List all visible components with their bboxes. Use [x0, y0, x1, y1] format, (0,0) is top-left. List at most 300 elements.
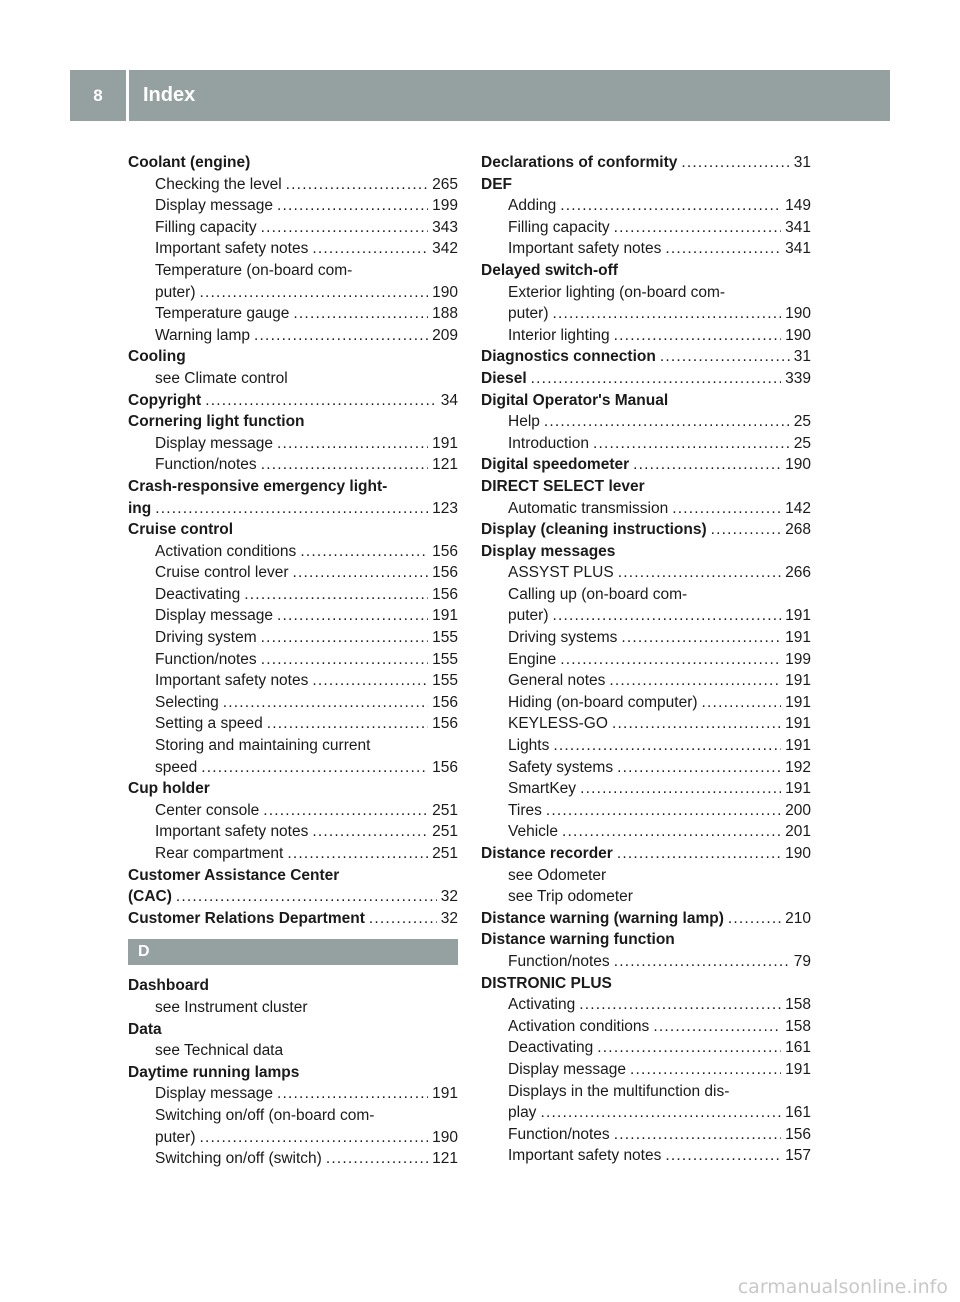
entry-text: Diagnostics connection: [481, 348, 656, 366]
dot-leader: [200, 282, 429, 304]
entry-text: Filling capacity: [508, 218, 610, 236]
entry-text: Display message: [155, 607, 274, 625]
page-reference: 79: [793, 952, 811, 970]
index-entry: [481, 174, 811, 196]
page-reference: 265: [432, 175, 458, 193]
page-reference: 155: [432, 672, 458, 690]
index-subentry: [481, 1037, 811, 1059]
dot-leader: [287, 843, 428, 865]
index-subentry: [128, 1040, 458, 1062]
dot-leader: [653, 1016, 781, 1038]
dot-leader: [562, 821, 781, 843]
index-subentry: [128, 843, 458, 865]
dot-leader: [293, 562, 429, 584]
index-subentry: [481, 1145, 811, 1167]
index-entry: [481, 519, 811, 541]
entry-text: Filling capacity: [155, 218, 257, 236]
entry-text: Warning lamp: [155, 326, 251, 344]
entry-text: Important safety notes: [155, 672, 309, 690]
index-subentry: [128, 562, 458, 584]
entry-text: Deactivating: [155, 585, 241, 603]
entry-text: see Climate control: [155, 369, 288, 387]
index-subentry: [128, 584, 458, 606]
index-subentry: [128, 433, 458, 455]
page-reference: 25: [793, 434, 811, 452]
index-subentry: [128, 735, 458, 757]
entry-text: Function/notes: [155, 650, 257, 668]
entry-text: Lights: [508, 737, 550, 755]
index-subentry: [481, 692, 811, 714]
entry-text: Cooling: [128, 348, 186, 366]
page-reference: 155: [432, 650, 458, 668]
entry-text: Switching on/off (switch): [155, 1150, 322, 1168]
index-subentry: [481, 821, 811, 843]
dot-leader: [544, 411, 790, 433]
dot-leader: [617, 843, 781, 865]
entry-text: play: [508, 1104, 537, 1122]
dot-leader: [614, 951, 790, 973]
entry-text: Engine: [508, 650, 557, 668]
index-entry: [481, 152, 811, 174]
entry-text: Temperature gauge: [155, 305, 290, 323]
entry-text: Display (cleaning instructions): [481, 521, 707, 539]
entry-text: Tires: [508, 801, 542, 819]
index-subentry: [481, 778, 811, 800]
entry-text: Display message: [508, 1060, 627, 1078]
index-subentry: [128, 174, 458, 196]
index-subentry: [481, 670, 811, 692]
index-subentry: [481, 303, 811, 325]
entry-text: Customer Relations Department: [128, 909, 365, 927]
entry-text: DEF: [481, 175, 512, 193]
page-reference: 191: [432, 434, 458, 452]
page-reference: 341: [785, 218, 811, 236]
page-reference: 190: [432, 1128, 458, 1146]
entry-text: KEYLESS-GO: [508, 715, 608, 733]
page-title: Index: [143, 84, 196, 106]
dot-leader: [660, 346, 790, 368]
entry-text: (CAC): [128, 888, 172, 906]
entry-text: DISTRONIC PLUS: [481, 974, 612, 992]
index-subentry: [481, 562, 811, 584]
section-header-d: D: [128, 939, 458, 965]
page-number: 8: [93, 86, 103, 105]
index-subentry: [128, 541, 458, 563]
dot-leader: [553, 303, 782, 325]
entry-text: puter): [155, 1128, 196, 1146]
index-subentry: [128, 325, 458, 347]
page-reference: 190: [432, 283, 458, 301]
page-reference: 266: [785, 564, 811, 582]
entry-text: see Instrument cluster: [155, 998, 308, 1016]
dot-leader: [711, 519, 781, 541]
entry-text: Checking the level: [155, 175, 282, 193]
index-subentry: [481, 411, 811, 433]
dot-leader: [261, 454, 428, 476]
page-reference: 191: [785, 780, 811, 798]
page-reference: 190: [785, 326, 811, 344]
entry-text: Center console: [155, 801, 260, 819]
entry-text: Digital Operator's Manual: [481, 391, 669, 409]
entry-text: Important safety notes: [155, 823, 309, 841]
index-subentry: [481, 282, 811, 304]
entry-text: Distance warning (warning lamp): [481, 909, 724, 927]
index-subentry: [481, 735, 811, 757]
entry-text: Safety systems: [508, 758, 614, 776]
index-subentry: [128, 757, 458, 779]
page-reference: 156: [432, 693, 458, 711]
page-reference: 156: [432, 715, 458, 733]
dot-leader: [621, 627, 781, 649]
page-reference: 200: [785, 801, 811, 819]
index-list-c: [128, 152, 458, 929]
entry-text: Rear compartment: [155, 845, 284, 862]
dot-leader: [540, 1102, 781, 1124]
index-entry: [128, 390, 458, 412]
page-reference: 121: [432, 456, 458, 474]
index-entry: [481, 260, 811, 282]
entry-text: Display message: [155, 1085, 274, 1103]
page-reference: 31: [793, 154, 811, 171]
page-reference: 191: [785, 672, 811, 690]
page-reference: 156: [432, 542, 458, 560]
entry-text: Data: [128, 1020, 162, 1038]
index-entry: [128, 1062, 458, 1084]
index-entry: [128, 908, 458, 930]
page-reference: 25: [793, 413, 811, 431]
dot-leader: [293, 303, 428, 325]
page-reference: 251: [432, 845, 458, 862]
dot-leader: [612, 713, 781, 735]
entry-text: Delayed switch-off: [481, 261, 618, 279]
page-reference: 190: [785, 456, 811, 474]
dot-leader: [580, 778, 781, 800]
entry-text: speed: [155, 758, 198, 776]
index-list-d: [128, 975, 458, 1169]
index-subentry: [128, 627, 458, 649]
page-reference: 341: [785, 240, 811, 258]
dot-leader: [326, 1148, 428, 1170]
index-entry: [481, 368, 811, 390]
entry-text: Important safety notes: [508, 1147, 662, 1165]
page-reference: 201: [785, 823, 811, 841]
page-reference: 142: [785, 499, 811, 517]
index-subentry: [128, 454, 458, 476]
page-reference: 191: [785, 737, 811, 755]
index-subentry: [481, 238, 811, 260]
entry-text: Displays in the multifunction dis-: [508, 1082, 730, 1100]
page-reference: 32: [440, 909, 458, 927]
page-reference: 191: [432, 1085, 458, 1103]
index-subentry: [128, 195, 458, 217]
entry-text: Declarations of conformity: [481, 154, 678, 171]
entry-text: Adding: [508, 197, 557, 215]
entry-text: see Technical data: [155, 1042, 284, 1060]
index-entry: [481, 541, 811, 563]
index-subentry: [481, 865, 811, 887]
page-reference: 191: [785, 693, 811, 711]
page-reference: 191: [785, 629, 811, 647]
index-subentry: [128, 1148, 458, 1170]
index-subentry: [128, 368, 458, 390]
dot-leader: [617, 757, 781, 779]
dot-leader: [531, 368, 781, 390]
dot-leader: [614, 217, 781, 239]
dot-leader: [261, 217, 428, 239]
entry-text: puter): [508, 607, 549, 625]
entry-text: see Trip odometer: [508, 888, 633, 906]
page-reference: 339: [785, 369, 811, 387]
dot-leader: [155, 498, 428, 520]
index-subentry: [481, 605, 811, 627]
dot-leader: [579, 994, 781, 1016]
entry-text: Function/notes: [155, 456, 257, 474]
dot-leader: [277, 195, 428, 217]
page-reference: 190: [785, 305, 811, 323]
index-subentry: [481, 498, 811, 520]
entry-text: Customer Assistance Center: [128, 866, 340, 884]
page-reference: 188: [432, 305, 458, 323]
page-reference: 342: [432, 240, 458, 258]
dot-leader: [254, 325, 428, 347]
entry-text: Introduction: [508, 434, 589, 452]
page-reference: 191: [432, 607, 458, 625]
dot-leader: [267, 713, 428, 735]
entry-text: Daytime running lamps: [128, 1063, 300, 1081]
index-subentry: [481, 627, 811, 649]
index-entry: [128, 519, 458, 541]
entry-text: Automatic transmission: [508, 499, 669, 517]
entry-text: Activation conditions: [155, 542, 297, 560]
index-subentry: [481, 994, 811, 1016]
page-reference: 157: [785, 1147, 811, 1165]
page-reference: 123: [432, 499, 458, 517]
entry-text: Distance warning function: [481, 931, 675, 949]
entry-text: Crash-responsive emergency light-: [128, 477, 388, 495]
index-entry: [481, 973, 811, 995]
dot-leader: [205, 390, 437, 412]
entry-text: ing: [128, 499, 152, 517]
page-reference: 158: [785, 1017, 811, 1035]
index-subentry: [481, 1059, 811, 1081]
page-reference: 161: [785, 1039, 811, 1057]
entry-text: Digital speedometer: [481, 456, 630, 474]
index-column-right: [481, 152, 811, 1167]
entry-text: Activation conditions: [508, 1017, 650, 1035]
entry-text: Switching on/off (on-board com-: [155, 1106, 375, 1124]
index-column-left: [128, 152, 458, 1170]
entry-text: Interior lighting: [508, 326, 610, 344]
dot-leader: [200, 1127, 429, 1149]
entry-text: Storing and maintaining current: [155, 737, 371, 755]
page-reference: 268: [785, 521, 811, 539]
entry-text: Help: [508, 413, 540, 431]
page-reference: 158: [785, 996, 811, 1014]
entry-text: Important safety notes: [508, 240, 662, 258]
dot-leader: [263, 800, 428, 822]
index-entry: [128, 865, 458, 887]
entry-text: Cruise control lever: [155, 564, 289, 582]
dot-leader: [277, 605, 428, 627]
index-subentry: [128, 282, 458, 304]
index-subentry: [128, 821, 458, 843]
entry-text: Coolant (engine): [128, 154, 251, 171]
page-reference: 190: [785, 845, 811, 862]
entry-text: Calling up (on-board com-: [508, 585, 688, 603]
entry-text: Cornering light function: [128, 413, 305, 431]
index-entry: [481, 476, 811, 498]
entry-text: Display message: [155, 197, 274, 215]
entry-text: Vehicle: [508, 823, 558, 841]
index-list-d-continued: [481, 152, 811, 1167]
dot-leader: [609, 670, 781, 692]
page-reference: 199: [785, 650, 811, 668]
page-reference: 199: [432, 197, 458, 215]
page-reference: 156: [432, 758, 458, 776]
dot-leader: [560, 195, 781, 217]
index-entry: [128, 346, 458, 368]
dot-leader: [672, 498, 781, 520]
page-reference: 156: [432, 564, 458, 582]
dot-leader: [702, 692, 782, 714]
index-subentry: [128, 1083, 458, 1105]
dot-leader: [597, 1037, 781, 1059]
index-subentry: [128, 217, 458, 239]
entry-text: Driving systems: [508, 629, 618, 647]
index-entry: [128, 152, 458, 174]
entry-text: Function/notes: [508, 1125, 610, 1143]
page-reference: 156: [785, 1125, 811, 1143]
index-subentry: [128, 1127, 458, 1149]
watermark: carmanualsonline.info: [737, 1276, 948, 1298]
dot-leader: [728, 908, 781, 930]
page-reference: 121: [432, 1150, 458, 1168]
page-reference: 210: [785, 909, 811, 927]
entry-text: Driving system: [155, 629, 257, 647]
page-reference: 209: [432, 326, 458, 344]
index-subentry: [481, 800, 811, 822]
entry-text: DIRECT SELECT lever: [481, 477, 645, 495]
index-subentry: [481, 433, 811, 455]
page-reference: 191: [785, 607, 811, 625]
page-reference: 155: [432, 629, 458, 647]
page-reference: 192: [785, 758, 811, 776]
index-entry: [128, 498, 458, 520]
dot-leader: [665, 238, 781, 260]
dot-leader: [553, 735, 781, 757]
index-subentry: [481, 757, 811, 779]
entry-text: Important safety notes: [155, 240, 309, 258]
dot-leader: [681, 152, 789, 174]
index-entry: [128, 411, 458, 433]
dot-leader: [261, 649, 428, 671]
dot-leader: [176, 886, 437, 908]
index-subentry: [128, 997, 458, 1019]
dot-leader: [223, 692, 428, 714]
index-entry: [128, 778, 458, 800]
entry-text: Temperature (on-board com-: [155, 261, 353, 279]
entry-text: Setting a speed: [155, 715, 263, 733]
dot-leader: [614, 325, 781, 347]
entry-text: ASSYST PLUS: [508, 564, 614, 582]
dot-leader: [312, 238, 428, 260]
page-reference: 251: [432, 801, 458, 819]
page-reference: 343: [432, 218, 458, 236]
entry-text: Distance recorder: [481, 845, 613, 862]
index-subentry: [481, 1081, 811, 1103]
index-subentry: [481, 1102, 811, 1124]
entry-text: Display message: [155, 434, 274, 452]
dot-leader: [593, 433, 790, 455]
dot-leader: [546, 800, 781, 822]
page-reference: 156: [432, 585, 458, 603]
entry-text: Cruise control: [128, 521, 234, 539]
index-subentry: [128, 800, 458, 822]
index-subentry: [481, 649, 811, 671]
entry-text: Exterior lighting (on-board com-: [508, 283, 726, 301]
index-entry: [128, 1019, 458, 1041]
index-subentry: [128, 692, 458, 714]
entry-text: Cup holder: [128, 780, 210, 798]
entry-text: Display messages: [481, 542, 616, 560]
page-reference: 34: [440, 391, 458, 409]
index-subentry: [128, 605, 458, 627]
index-entry: [481, 929, 811, 951]
entry-text: Function/notes: [508, 952, 610, 970]
index-subentry: [481, 195, 811, 217]
page-reference: 32: [440, 888, 458, 906]
entry-text: Diesel: [481, 369, 527, 387]
index-subentry: [128, 670, 458, 692]
index-entry: [128, 476, 458, 498]
page-reference: 191: [785, 715, 811, 733]
dot-leader: [630, 1059, 781, 1081]
entry-text: Deactivating: [508, 1039, 594, 1057]
entry-text: Dashboard: [128, 977, 209, 995]
entry-text: SmartKey: [508, 780, 577, 798]
header-divider: [126, 70, 129, 121]
index-subentry: [128, 303, 458, 325]
page-reference: 191: [785, 1060, 811, 1078]
dot-leader: [300, 541, 428, 563]
page-header: [70, 70, 890, 121]
index-entry: [128, 886, 458, 908]
entry-text: Hiding (on-board computer): [508, 693, 698, 711]
index-entry: [481, 908, 811, 930]
entry-text: Selecting: [155, 693, 219, 711]
entry-text: General notes: [508, 672, 606, 690]
dot-leader: [553, 605, 782, 627]
entry-text: Activating: [508, 996, 576, 1014]
page-reference: 149: [785, 197, 811, 215]
index-subentry: [128, 1105, 458, 1127]
index-subentry: [481, 1124, 811, 1146]
index-entry: [128, 975, 458, 997]
dot-leader: [633, 454, 781, 476]
page-reference: 161: [785, 1104, 811, 1122]
index-entry: [481, 454, 811, 476]
page-reference: 251: [432, 823, 458, 841]
dot-leader: [369, 908, 437, 930]
dot-leader: [560, 649, 781, 671]
index-subentry: [481, 217, 811, 239]
dot-leader: [665, 1145, 781, 1167]
index-subentry: [481, 713, 811, 735]
dot-leader: [286, 174, 428, 196]
dot-leader: [277, 433, 428, 455]
index-subentry: [128, 260, 458, 282]
index-subentry: [481, 584, 811, 606]
